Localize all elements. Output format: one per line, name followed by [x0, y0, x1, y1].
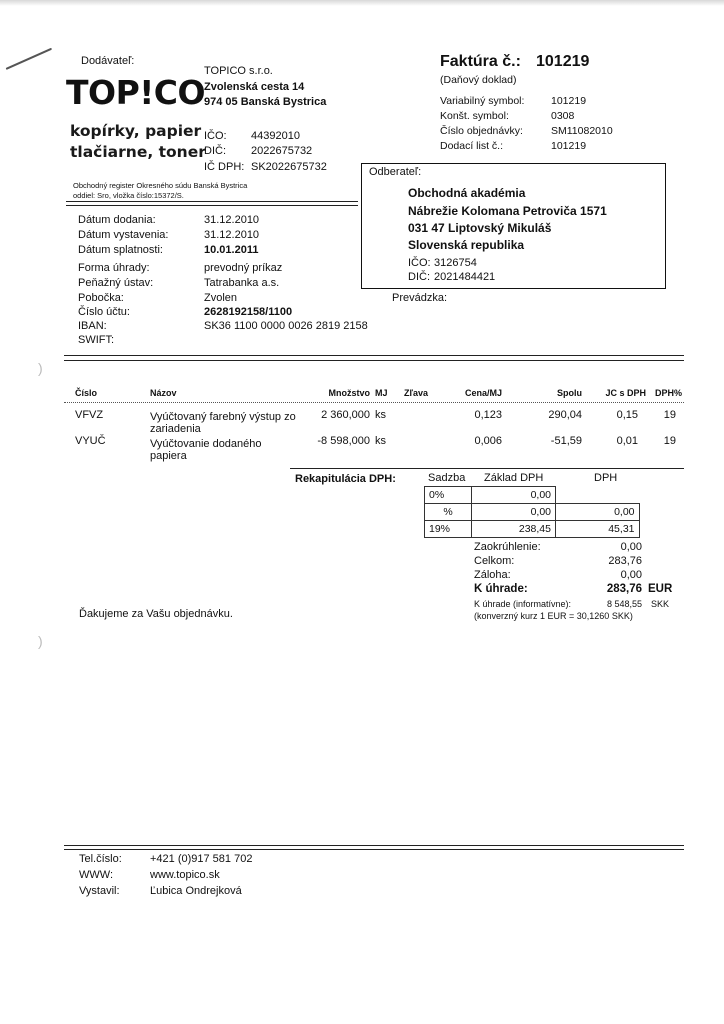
- punch-hole-mark: ): [38, 633, 43, 649]
- vat-amount: [556, 487, 640, 504]
- divider: [290, 468, 684, 469]
- payment-label: SWIFT:: [78, 334, 115, 346]
- item-name: papiera: [150, 450, 187, 462]
- vat-recap-table: [424, 486, 640, 538]
- info-amount-currency: SKK: [651, 599, 670, 609]
- info-amount-label: K úhrade (informatívne):: [474, 599, 572, 609]
- footer-label: WWW:: [79, 869, 114, 881]
- pen-mark: [6, 48, 52, 70]
- buyer-city: 031 47 Liptovský Mikuláš: [408, 221, 552, 235]
- vat-row: [425, 487, 640, 504]
- item-vat: 19: [663, 409, 676, 421]
- payment-value: 31.12.2010: [204, 229, 260, 241]
- item-unit-vat: 0,15: [616, 409, 638, 421]
- divider: [66, 205, 358, 206]
- vat-base: 238,45: [472, 521, 556, 538]
- amount-due-label: K úhrade:: [474, 583, 528, 595]
- buyer-dic-label: DIČ:: [408, 271, 430, 283]
- vat-row: [425, 521, 640, 538]
- supplier-name: TOPICO s.r.o.: [204, 65, 273, 77]
- buyer-country: Slovenská republika: [408, 238, 525, 252]
- ref-label: Variabilný symbol:: [440, 95, 525, 107]
- vat-amount: 0,00: [556, 504, 640, 521]
- payment-label: Dátum vystavenia:: [78, 229, 169, 241]
- total-value: 283,76: [608, 555, 642, 567]
- payment-value: 2628192158/1100: [204, 306, 293, 318]
- rounding-label: Zaokrúhlenie:: [474, 541, 541, 553]
- logo-slogan: kopírky, papier: [70, 122, 202, 140]
- supplier-ico-label: IČO:: [204, 130, 227, 142]
- buyer-heading: Odberateľ:: [369, 166, 422, 178]
- divider: [64, 355, 684, 356]
- vat-rate: 19%: [425, 521, 472, 538]
- ref-value: 101219: [551, 95, 587, 107]
- vat-col-rate: Sadzba: [428, 472, 466, 484]
- punch-hole-mark: ): [38, 360, 43, 376]
- vat-recap-label: Rekapitulácia DPH:: [295, 473, 396, 485]
- ref-value: 101219: [551, 140, 587, 152]
- item-total: -51,59: [550, 435, 582, 447]
- supplier-heading: Dodávateľ:: [81, 55, 135, 67]
- payment-value: Zvolen: [204, 292, 238, 304]
- footer-issuer: Ľubica Ondrejková: [150, 885, 242, 897]
- divider: [64, 845, 684, 846]
- advance-value: 0,00: [620, 569, 642, 581]
- ref-value: SM11082010: [551, 125, 613, 137]
- vat-base: 0,00: [472, 487, 556, 504]
- vat-rate: %: [425, 504, 472, 521]
- buyer-ico-label: IČO:: [408, 257, 431, 269]
- supplier-icdph-label: IČ DPH:: [204, 161, 245, 173]
- item-qty: 2 360,000: [321, 409, 370, 421]
- amount-due-value: 283,76: [606, 583, 642, 595]
- item-code: VFVZ: [75, 409, 104, 421]
- item-total: 290,04: [548, 409, 582, 421]
- amount-due-currency: EUR: [648, 583, 673, 595]
- item-name: Vyúčtovanie dodaného: [150, 438, 262, 450]
- item-unit-vat: 0,01: [616, 435, 638, 447]
- payment-value: 31.12.2010: [204, 214, 260, 226]
- logo-slogan: tlačiarne, toner: [70, 143, 206, 161]
- payment-label: Peňažný ústav:: [78, 277, 154, 289]
- buyer-street: Nábrežie Kolomana Petroviča 1571: [408, 204, 607, 218]
- buyer-dic: 2021484421: [434, 271, 496, 283]
- supplier-dic: 2022675732: [251, 145, 313, 157]
- ref-label: Dodací list č.:: [440, 140, 504, 152]
- payment-value: 10.01.2011: [204, 244, 259, 256]
- supplier-ico: 44392010: [251, 130, 300, 142]
- item-price: 0,123: [474, 409, 502, 421]
- info-amount-value: 8 548,55: [606, 599, 642, 609]
- payment-label: IBAN:: [78, 320, 107, 332]
- supplier-city: 974 05 Banská Bystrica: [204, 96, 327, 108]
- item-qty: -8 598,000: [317, 435, 370, 447]
- footer-label: Vystavil:: [79, 885, 120, 897]
- item-name: zariadenia: [150, 423, 201, 435]
- payment-label: Pobočka:: [78, 292, 124, 304]
- vat-col-vat: DPH: [594, 472, 618, 484]
- thank-you-note: Ďakujeme za Vašu objednávku.: [79, 608, 233, 620]
- supplier-dic-label: DIČ:: [204, 145, 226, 157]
- vat-rate: 0%: [425, 487, 472, 504]
- company-logo: TOP!CO: [66, 73, 206, 112]
- premises-label: Prevádzka:: [392, 292, 448, 304]
- vat-base: 0,00: [472, 504, 556, 521]
- item-vat: 19: [663, 435, 676, 447]
- vat-row: [425, 504, 640, 521]
- footer-website: www.topico.sk: [150, 869, 220, 881]
- col-header-code: Číslo: [75, 388, 98, 398]
- buyer-name: Obchodná akadémia: [408, 186, 526, 200]
- ref-value: 0308: [551, 110, 575, 122]
- item-name: Vyúčtovaný farebný výstup zo: [150, 411, 296, 423]
- ref-label: Konšt. symbol:: [440, 110, 509, 122]
- col-header-unit: MJ: [375, 388, 388, 398]
- footer-label: Tel.číslo:: [79, 853, 122, 865]
- register-note: oddiel: Sro, vložka číslo:15372/S.: [73, 191, 184, 200]
- payment-value: SK36 1100 0000 0026 2819 2158: [204, 320, 368, 332]
- col-header-name: Názov: [150, 388, 177, 398]
- col-header-vat: DPH%: [654, 388, 682, 398]
- supplier-icdph: SK2022675732: [251, 161, 327, 173]
- col-header-unit-vat: JC s DPH: [605, 388, 646, 398]
- vat-col-base: Základ DPH: [484, 472, 544, 484]
- col-header-discount: Zľava: [404, 388, 428, 398]
- divider: [66, 201, 358, 202]
- conversion-rate-note: (konverzný kurz 1 EUR = 30,1260 SKK): [474, 611, 633, 621]
- divider: [64, 849, 684, 850]
- payment-label: Dátum dodania:: [78, 214, 156, 226]
- payment-value: Tatrabanka a.s.: [204, 277, 280, 289]
- item-code: VYUČ: [75, 435, 106, 447]
- payment-value: prevodný príkaz: [204, 262, 283, 274]
- total-label: Celkom:: [474, 555, 515, 567]
- invoice-number: 101219: [536, 53, 590, 70]
- item-unit: ks: [375, 409, 386, 421]
- payment-label: Dátum splatnosti:: [78, 244, 163, 256]
- supplier-street: Zvolenská cesta 14: [204, 81, 305, 93]
- rounding-value: 0,00: [620, 541, 642, 553]
- divider: [64, 360, 684, 361]
- col-header-price: Cena/MJ: [464, 388, 502, 398]
- advance-label: Záloha:: [474, 569, 511, 581]
- divider: [64, 402, 684, 403]
- payment-label: Forma úhrady:: [78, 262, 150, 274]
- scan-edge: [0, 0, 724, 6]
- buyer-ico: 3126754: [434, 257, 477, 269]
- item-unit: ks: [375, 435, 386, 447]
- col-header-total: Spolu: [557, 388, 582, 398]
- col-header-qty: Množstvo: [328, 388, 370, 398]
- payment-label: Číslo účtu:: [78, 306, 130, 318]
- item-price: 0,006: [474, 435, 502, 447]
- ref-label: Číslo objednávky:: [440, 125, 523, 137]
- invoice-title: Faktúra č.:: [440, 53, 521, 70]
- invoice-subtitle: (Daňový doklad): [440, 74, 517, 86]
- footer-phone: +421 (0)917 581 702: [150, 853, 253, 865]
- vat-amount: 45,31: [556, 521, 640, 538]
- register-note: Obchodný register Okresného súdu Banská Bystrica: [73, 181, 248, 190]
